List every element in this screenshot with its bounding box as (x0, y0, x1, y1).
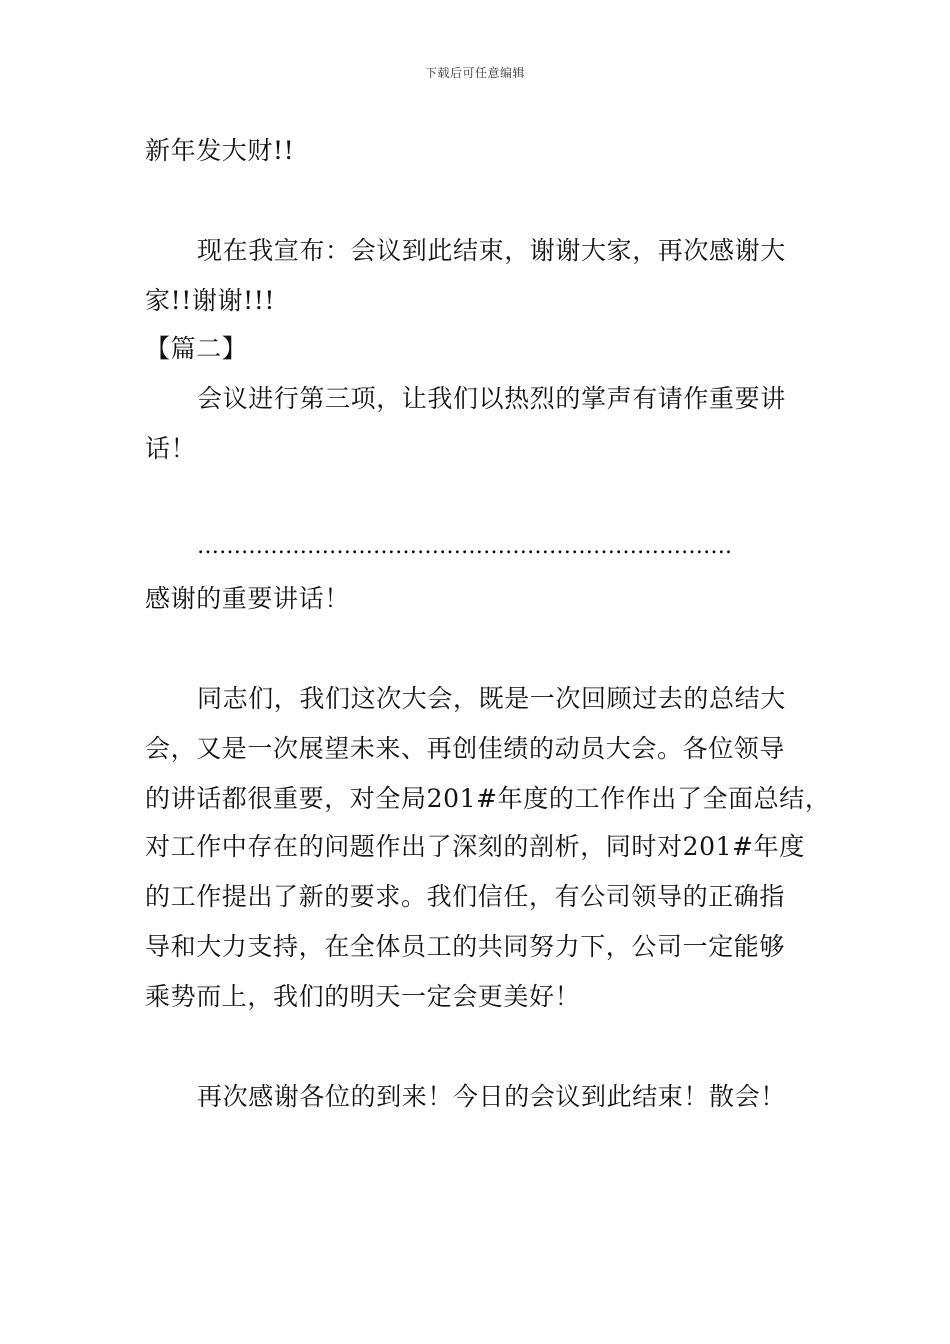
text-line: 同志们，我们这次大会，既是一次回顾过去的总结大 (197, 684, 786, 713)
section-heading: 【篇二】 (145, 334, 248, 363)
text-line: 现在我宣布：会议到此结束，谢谢大家，再次感谢大 (197, 236, 786, 265)
text-line: 对工作中存在的问题作出了深刻的剖析，同时对201#年度 (145, 832, 805, 861)
text-line: 再次感谢各位的到来！今日的会议到此结束！散会！ (197, 1082, 786, 1111)
text-line: 会议进行第三项，让我们以热烈的掌声有请作重要讲 (197, 384, 786, 413)
text-line: 会，又是一次展望未来、再创佳绩的动员大会。各位领导 (145, 734, 786, 763)
ellipsis-line: ………………………………………………………………. (197, 534, 732, 559)
text-line: 话！ (145, 434, 197, 463)
text-line: 家!!谢谢!!! (145, 286, 276, 315)
text-line: 的讲话都很重要，对全局201#年度的工作作出了全面总结， (145, 784, 831, 813)
text-line: 新年发大财!! (145, 136, 295, 165)
text-line: 感谢的重要讲话！ (145, 584, 350, 613)
text-line: 导和大力支持，在全体员工的共同努力下，公司一定能够 (145, 932, 786, 961)
text-line: 的工作提出了新的要求。我们信任，有公司领导的正确指 (145, 882, 786, 911)
text-line: 乘势而上，我们的明天一定会更美好！ (145, 982, 581, 1011)
page-header: 下载后可任意编辑 (424, 66, 525, 80)
